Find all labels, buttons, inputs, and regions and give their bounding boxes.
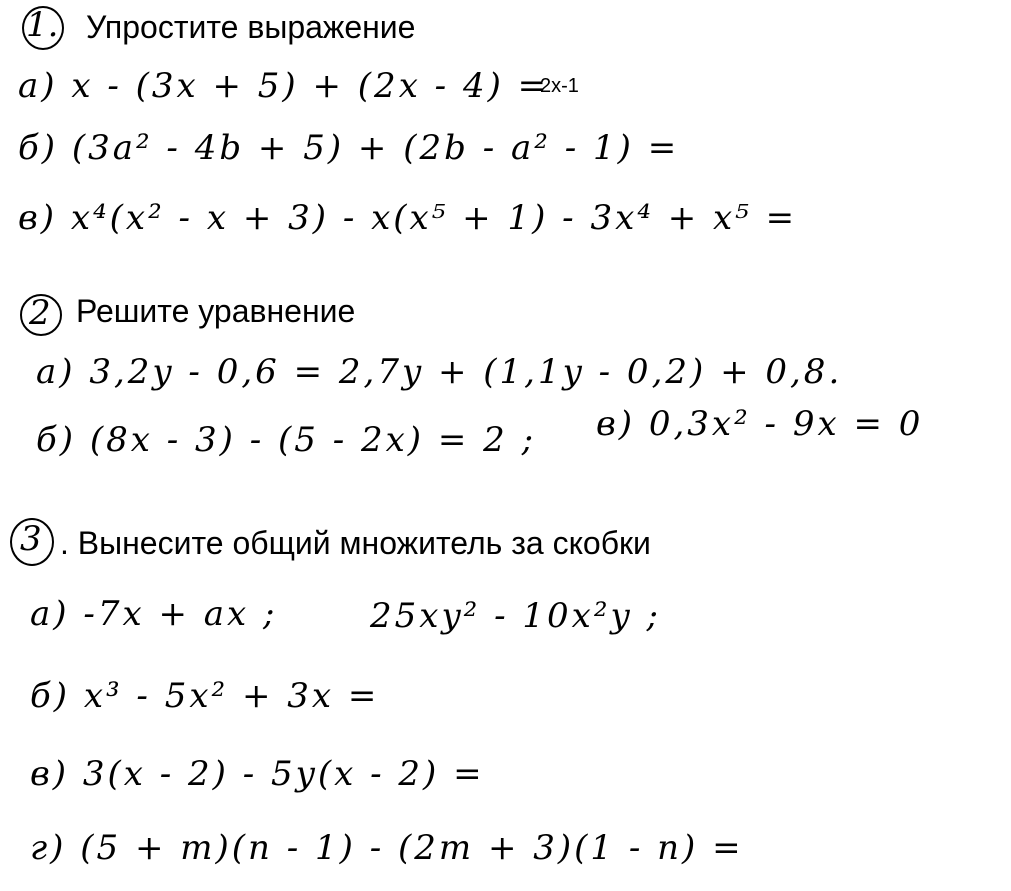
task1-item-a-answer: 2x-1	[540, 75, 579, 97]
task3-item-d: г) (5 + m)(n - 1) - (2m + 3)(1 - n) =	[30, 828, 744, 868]
task2-item-c: в) 0,3x² - 9x = 0	[596, 404, 924, 444]
task2-item-a: a) 3,2y - 0,6 = 2,7y + (1,1y - 0,2) + 0,8.	[36, 352, 843, 392]
task3-number: 3	[20, 519, 42, 559]
task1-item-b: б) (3a² - 4b + 5) + (2b - a² - 1) =	[18, 128, 680, 168]
task1-item-a: a) x - (3x + 5) + (2x - 4) =	[18, 66, 550, 106]
task3-item-b: б) x³ - 5x² + 3x =	[30, 676, 380, 716]
task2-item-b: б) (8x - 3) - (5 - 2x) = 2 ;	[36, 420, 537, 460]
task3-item-c: в) 3(x - 2) - 5y(x - 2) =	[30, 754, 485, 794]
task1-number: 1.	[26, 5, 59, 45]
task3-item-a2: 25xy² - 10x²y ;	[370, 596, 661, 636]
task3-item-a1: a) -7x + ax ;	[30, 594, 278, 634]
task2-title: Решите уравнение	[76, 293, 356, 329]
task2-number: 2	[29, 293, 51, 333]
task3-title: . Вынесите общий множитель за скобки	[60, 525, 651, 561]
task1-title: Упростите выражение	[86, 9, 416, 45]
task1-item-c: в) x⁴(x² - x + 3) - x(x⁵ + 1) - 3x⁴ + x⁵ =	[18, 198, 798, 238]
